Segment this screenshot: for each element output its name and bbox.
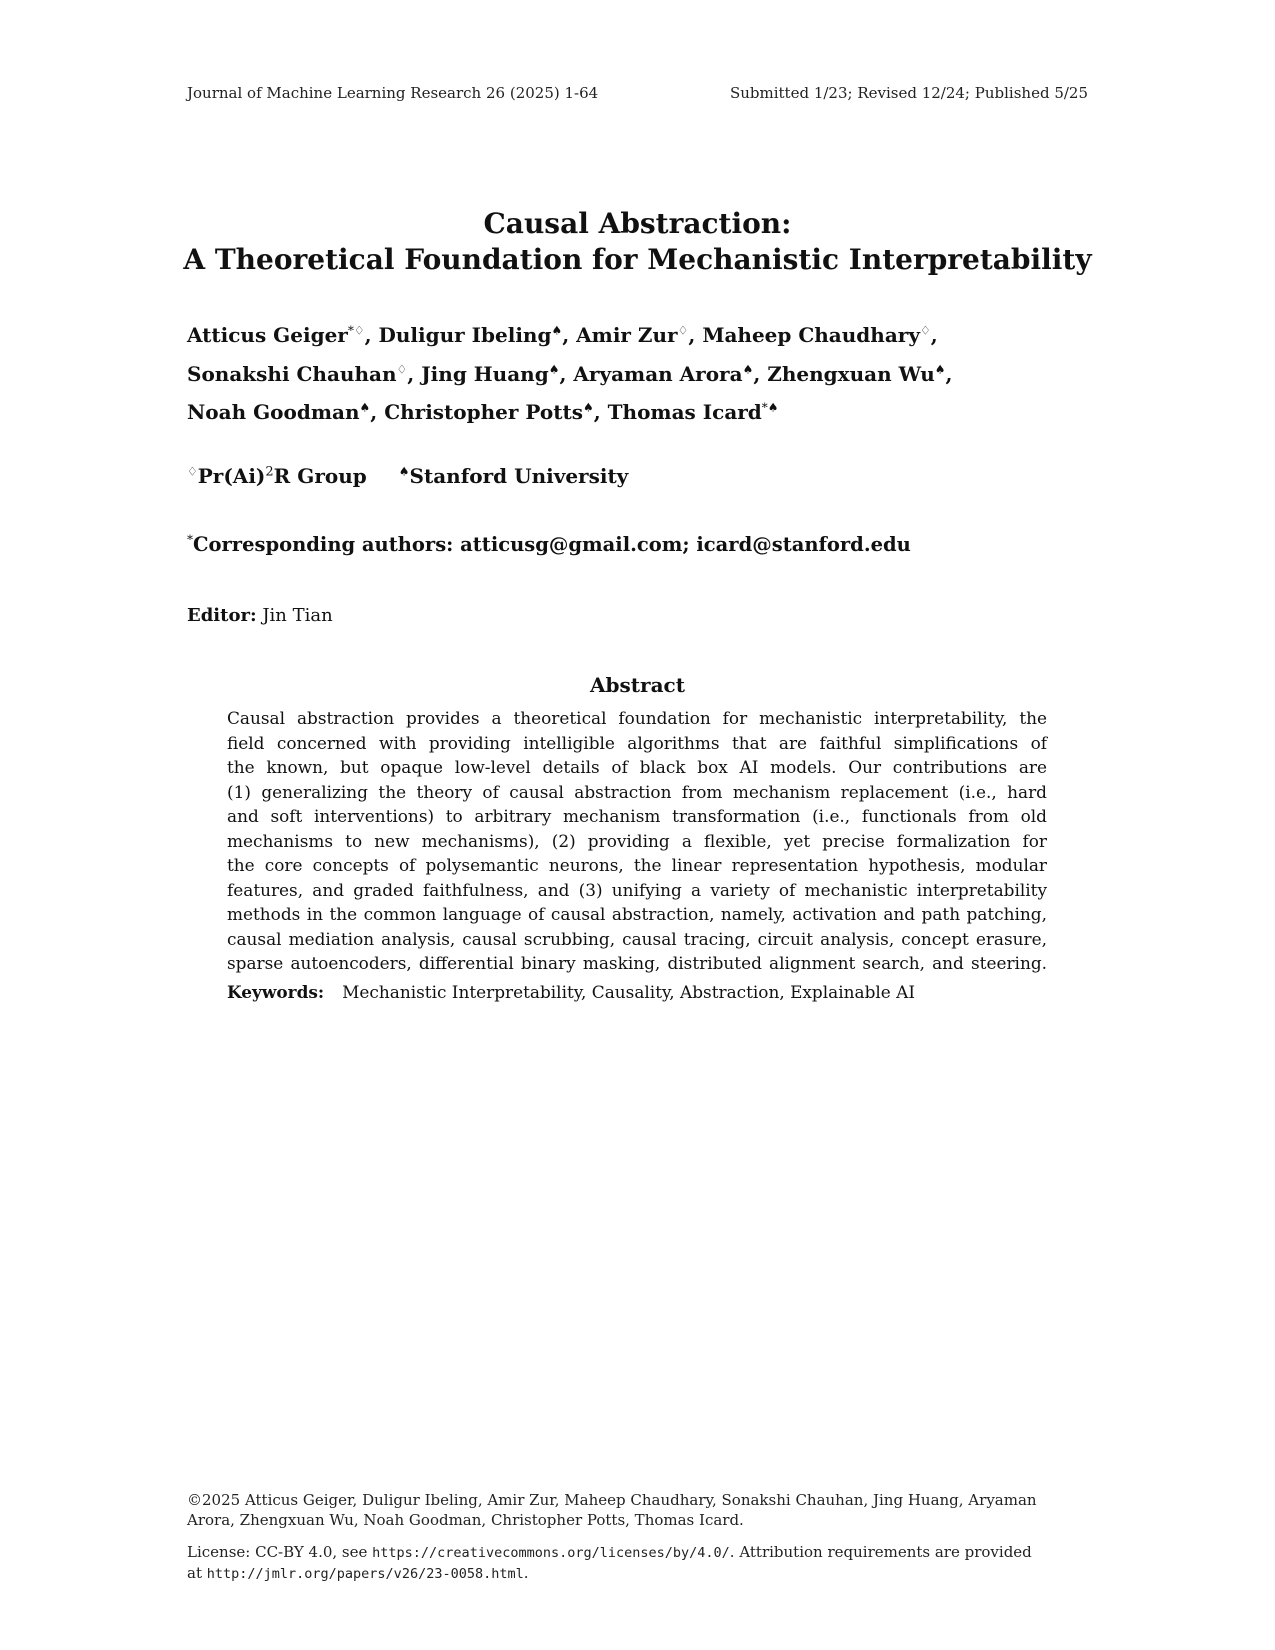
author-line: Atticus Geiger*♢, Duligur Ibeling♠, Amir Zur♢, Maheep Chaudhary♢,: [187, 323, 938, 347]
paper-title: [0, 206, 1275, 278]
author-mark: *♠: [761, 400, 779, 415]
author-line: Noah Goodman♠, Christopher Potts♠, Thomas Icard*♠: [187, 400, 779, 424]
spade-icon: ♠: [398, 464, 410, 479]
paper-link[interactable]: http://jmlr.org/papers/v26/23-0058.html: [206, 1566, 524, 1582]
abstract-line: sparse autoencoders, differential binary masking, distributed alignment search, and steering.: [227, 953, 1047, 973]
editor-label: Editor:: [187, 605, 257, 626]
abstract-line: Causal abstraction provides a theoretical foundation for mechanistic interpretability, the: [227, 708, 1047, 728]
keywords: [227, 982, 915, 1002]
diamond-icon: ♢: [187, 464, 198, 479]
author-mark: ♠: [551, 323, 563, 338]
title-line-1: Causal Abstraction:: [483, 207, 792, 240]
copyright-line: ©2025 Atticus Geiger, Duligur Ibeling, Amir Zur, Maheep Chaudhary, Sonakshi Chauhan, Jing Huang, Aryaman: [187, 1491, 1037, 1509]
author-name: Sonakshi Chauhan: [187, 361, 397, 386]
author-mark: ♢: [919, 323, 931, 338]
author-name: Zhengxuan Wu: [767, 361, 935, 386]
author-mark: ♠: [359, 400, 371, 415]
abstract-line: the core concepts of polysemantic neurons, the linear representation hypothesis, modular: [227, 855, 1047, 875]
abstract-line: (1) generalizing the theory of causal abstraction from mechanism replacement (i.e., hard: [227, 781, 1047, 802]
author-name: Maheep Chaudhary: [702, 323, 920, 347]
at-prefix: at: [187, 1564, 207, 1582]
author-mark: ♢: [396, 361, 408, 376]
author-name: Thomas Icard: [607, 400, 762, 424]
copyright-footer: [187, 1490, 1087, 1584]
author-name: Jing Huang: [421, 361, 549, 386]
author-mark: ♠: [548, 361, 560, 376]
group-prefix: Pr(Ai): [197, 464, 266, 488]
group-superscript: 2: [265, 464, 274, 480]
keywords-value: Mechanistic Interpretability, Causality, Abstraction, Explainable AI: [342, 982, 916, 1002]
paper-url-line: [187, 1563, 1087, 1584]
abstract-line: and soft interventions) to arbitrary mechanism transformation (i.e., functionals from old: [227, 806, 1047, 826]
stanford-affiliation: Stanford University: [409, 464, 629, 488]
title-line-2: A Theoretical Foundation for Mechanistic Interpretability: [183, 243, 1092, 276]
group-suffix: R Group: [273, 464, 367, 488]
author-mark: ♠: [582, 400, 594, 415]
at-suffix: .: [523, 1564, 529, 1582]
author-name: Noah Goodman: [187, 400, 360, 424]
abstract-line: mechanisms to new mechanisms), (2) providing a flexible, yet precise formalization for: [227, 830, 1047, 851]
author-name: Aryaman Arora: [573, 361, 743, 386]
author-line: Sonakshi Chauhan♢, Jing Huang♠, Aryaman Arora♠, Zhengxuan Wu♠,: [187, 361, 953, 386]
abstract-line: the known, but opaque low-level details of black box AI models. Our contributions are: [227, 757, 1047, 777]
author-name: Amir Zur: [576, 323, 678, 347]
corresponding-authors: [187, 533, 911, 556]
abstract-line: methods in the common language of causal abstraction, namely, activation and path patching,: [227, 904, 1047, 924]
abstract-line: field concerned with providing intelligible algorithms that are faithful simplifications of: [227, 732, 1047, 753]
abstract-heading: Abstract: [590, 673, 685, 697]
license-prefix: License: CC-BY 4.0, see: [187, 1543, 373, 1561]
asterisk-mark: *: [187, 532, 193, 547]
editor-name: Jin Tian: [262, 605, 333, 626]
abstract-body: [227, 706, 1047, 976]
abstract-line: features, and graded faithfulness, and (3) unifying a variety of mechanistic interpretability: [227, 879, 1047, 900]
author-name: Duligur Ibeling: [378, 323, 552, 347]
affiliations: [187, 464, 628, 488]
author-mark: *♢: [347, 323, 365, 338]
license-line: [187, 1542, 1087, 1563]
license-link[interactable]: https://creativecommons.org/licenses/by/4.0/: [372, 1545, 730, 1561]
abstract-line: causal mediation analysis, causal scrubbing, causal tracing, circuit analysis, concept erasure,: [227, 928, 1047, 949]
editor-line: [187, 605, 333, 626]
author-name: Atticus Geiger: [187, 323, 348, 347]
author-mark: ♢: [677, 323, 689, 338]
author-list: [187, 316, 1087, 432]
author-mark: ♠: [742, 361, 754, 376]
keywords-label: Keywords:: [227, 982, 325, 1002]
copyright-line: Arora, Zhengxuan Wu, Noah Goodman, Christopher Potts, Thomas Icard.: [187, 1511, 744, 1529]
journal-citation: Journal of Machine Learning Research 26 (2025) 1-64: [187, 84, 599, 102]
license-suffix: . Attribution requirements are provided: [729, 1543, 1032, 1561]
submission-dates: Submitted 1/23; Revised 12/24; Published 5/25: [729, 84, 1088, 102]
author-mark: ♠: [934, 361, 946, 376]
author-name: Christopher Potts: [384, 400, 583, 424]
corresponding-text: Corresponding authors: atticusg@gmail.com; icard@stanford.edu: [193, 533, 911, 556]
